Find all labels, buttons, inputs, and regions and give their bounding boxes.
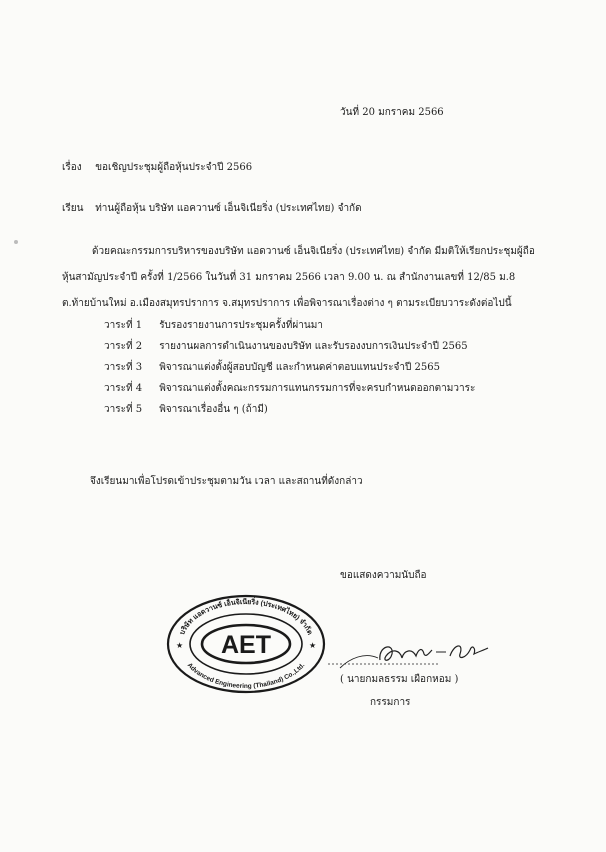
closing-sentence: จึงเรียนมาเพื่อโปรดเข้าประชุมตามวัน เวลา และสถานที่ดังกล่าว bbox=[90, 476, 363, 487]
agenda-item bbox=[104, 404, 475, 425]
agenda-item bbox=[104, 362, 475, 383]
body-line: หุ้นสามัญประจำปี ครั้งที่ 1/2566 ในวันที่ 31 มกราคม 2566 เวลา 9.00 น. ณ สำนักงานเลขที่ 12/85 ม.8 bbox=[62, 272, 516, 283]
agenda-text: รายงานผลการดำเนินงานของบริษัท และรับรองงบการเงินประจำปี 2565 bbox=[159, 341, 468, 352]
body-line: ต.ท้ายบ้านใหม่ อ.เมืองสมุทรปราการ จ.สมุทรปราการ เพื่อพิจารณาเรื่องต่าง ๆ ตามระเบียบวาระดังต่อไปนี้ bbox=[62, 298, 512, 309]
agenda-number: วาระที่ 1 bbox=[104, 320, 143, 331]
agenda-item bbox=[104, 383, 475, 404]
recipient-line bbox=[62, 203, 362, 216]
subject-label: เรื่อง bbox=[62, 162, 82, 173]
agenda-number: วาระที่ 3 bbox=[104, 362, 143, 373]
agenda-text: พิจารณาเรื่องอื่น ๆ (ถ้ามี) bbox=[159, 404, 268, 415]
subject-line bbox=[62, 162, 252, 175]
handwritten-signature bbox=[320, 628, 490, 674]
body-line: ด้วยคณะกรรมการบริหารของบริษัท แอดวานซ์ เอ็นจิเนียริ่ง (ประเทศไทย) จำกัด มีมติให้เรียกประชุมผู้ถือ bbox=[92, 246, 535, 257]
agenda-item bbox=[104, 320, 475, 341]
agenda-number: วาระที่ 4 bbox=[104, 383, 143, 394]
seal-ring-bottom-text: Advanced Engineering (Thailand) Co.,Ltd. bbox=[185, 661, 307, 691]
letter-date: วันที่ 20 มกราคม 2566 bbox=[340, 107, 444, 118]
agenda-text: พิจารณาแต่งตั้งผู้สอบบัญชี และกำหนดค่าตอบแทนประจำปี 2565 bbox=[159, 362, 440, 373]
regards-line: ขอแสดงความนับถือ bbox=[340, 570, 427, 581]
svg-text:Advanced Engineering (Thailand bbox=[186, 662, 307, 690]
svg-text:★: ★ bbox=[176, 641, 184, 650]
recipient-text: ท่านผู้ถือหุ้น บริษัท แอควานซ์ เอ็นจิเนียริ่ง (ประเทศไทย) จำกัด bbox=[95, 203, 362, 214]
body-paragraph bbox=[62, 239, 552, 317]
scan-speck bbox=[14, 240, 18, 244]
agenda-number: วาระที่ 2 bbox=[104, 341, 143, 352]
subject-text: ขอเชิญประชุมผู้ถือหุ้นประจำปี 2566 bbox=[95, 162, 253, 173]
agenda-number: วาระที่ 5 bbox=[104, 404, 143, 415]
signer-position: กรรมการ bbox=[370, 697, 411, 708]
signer-name: ( นายกมลธรรม เผือกหอม ) bbox=[340, 674, 459, 685]
svg-text:★: ★ bbox=[309, 641, 317, 650]
recipient-label: เรียน bbox=[62, 203, 84, 214]
agenda-list bbox=[104, 320, 475, 425]
agenda-text: พิจารณาแต่งตั้งคณะกรรมการแทนกรรมการที่จะครบกำหนดออกตามวาระ bbox=[159, 383, 476, 394]
company-seal-stamp bbox=[166, 594, 326, 694]
seal-logo-text: AET bbox=[221, 631, 271, 659]
seal-ring-top-text: บริษัท แอดวานซ์ เอ็นจิเนียริ่ง (ประเทศไทย) จำกัด bbox=[178, 598, 314, 637]
agenda-item bbox=[104, 341, 475, 362]
agenda-text: รับรองรายงานการประชุมครั้งที่ผ่านมา bbox=[159, 320, 323, 331]
